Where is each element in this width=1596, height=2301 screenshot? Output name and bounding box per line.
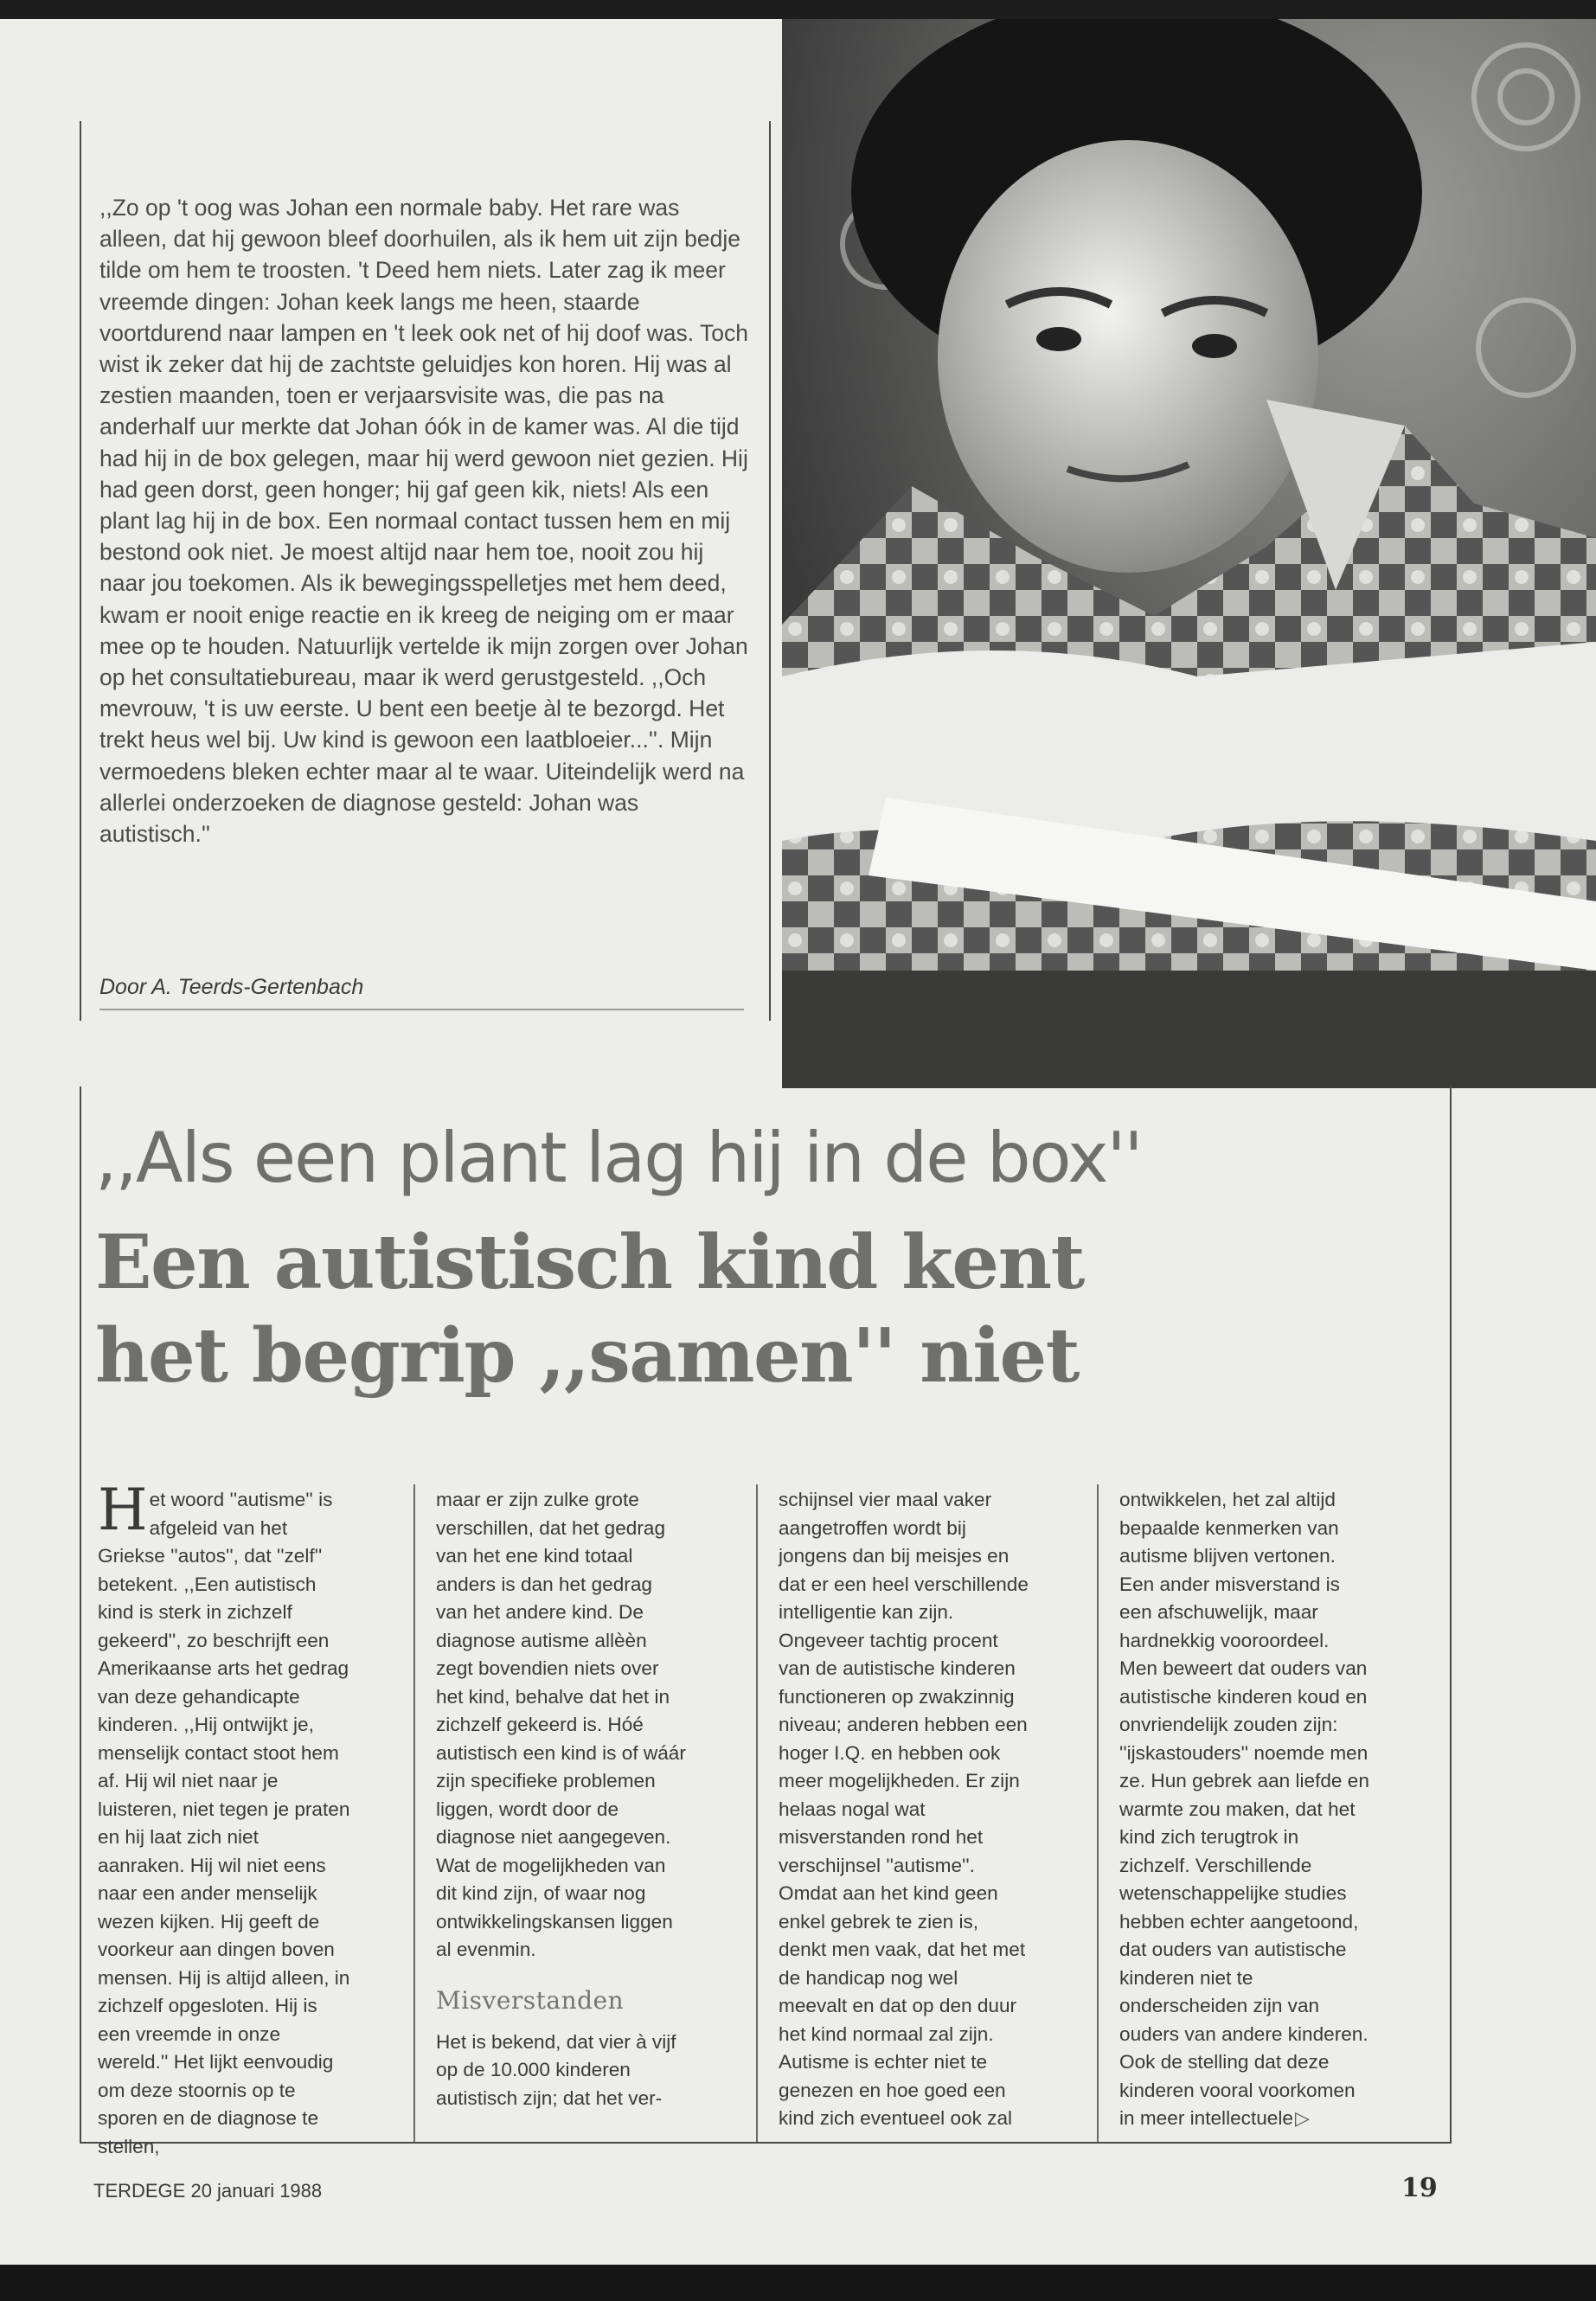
photo-illustration [782,19,1596,1088]
article-column-2 [436,1486,689,2112]
headline-quote: ,,Als een plant lag hij in de box'' [95,1118,1142,1198]
column-3-text: schijnsel vier maal vaker aangetroffen wordt bij jongens dan bij meisjes en dat er een heel verschillende intelligentie kan zijn. Ongeveer tachtig procent van de autistische kinderen functioneren op zwakzinnig niveau; anderen hebben een hoger I.Q. en hebben ook meer mogelijkheden. Er zijn helaas nogal wat misverstanden rond het verschijnsel ''autisme''. Omdat aan het kind geen enkel gebrek te zien is, denkt men vaak, dat het met de handicap nog wel meevalt en dat op den duur het kind normaal zal zijn. Autisme is echter niet te genezen en hoe goed een kind zich eventueel ook zal [779,1489,1029,2129]
column-2-text-continued: Het is bekend, dat vier à vijf op de 10.000 kinderen autistisch zijn; dat het ver- [436,2030,676,2109]
column-divider-1 [413,1484,415,2142]
frame-left-rule [80,1086,81,2142]
dropcap: H [98,1477,148,1543]
column-divider-2 [756,1484,758,2142]
column-2-text: maar er zijn zulke grote verschillen, dat het gedrag van het ene kind totaal anders is dan het gedrag van het andere kind. De diagnose autisme allèèn zegt bovendien niets over het kind, behalve dat het in zichzelf gekeerd is. Hóé autistisch een kind is of wáár zijn specifieke problemen liggen, wordt door de diagnose niet aangegeven. Wat de mogelijkheden van dit kind zijn, of waar nog ontwikkelingskansen liggen al evenmin. [436,1489,686,1960]
footer-publication: TERDEGE 20 januari 1988 [93,2180,323,2202]
headline-main-line-2: het begrip ,,samen'' niet [95,1312,1079,1400]
page-number: 19 [1401,2173,1438,2203]
headline-main [95,1216,1084,1403]
article-column-4 [1119,1486,1372,2133]
column-1-text: et woord ''autisme'' is afgeleid van het Griekse ''autos'', dat ''zelf'' betekent. ,,Een autistisch kind is sterk in zichzelf gekeerd'', zo beschrijft een Amerikaanse arts het gedrag van deze gehandicapte kinderen. ,,Hij ontwijkt je, menselijk contact stoot hem af. Hij wil niet naar je luisteren, niet tegen je praten en hij laat zich niet aanraken. Hij wil niet eens naar een ander menselijk wezen kijken. Hij geeft de voorkeur aan dingen boven mensen. Hij is altijd alleen, in zichzelf opgesloten. Hij is een vreemde in onze wereld.'' Het lijkt eenvoudig om deze stoornis op te sporen en de diagnose te stellen, [98,1489,350,2157]
article-column-3 [779,1486,1031,2133]
byline-divider [99,1009,744,1010]
frame-right-rule [1450,1086,1452,2142]
byline: Door A. Teerds-Gertenbach [99,975,364,999]
subheading-misverstanden: Misverstanden [436,1985,625,2015]
article-column-1 [98,1477,350,2161]
intro-quote: ,,Zo op 't oog was Johan een normale baby. Het rare was alleen, dat hij gewoon bleef doorhuilen, als ik hem uit zijn bedje tilde om hem te troosten. 't Deed hem niets. Later zag ik meer vreemde dingen: Johan keek langs me heen, staarde voortdurend naar lampen en 't leek ook net of hij doof was. Toch wist ik zeker dat hij de zachtste geluidjes kon horen. Hij was al zestien maanden, toen er verjaarsvisite was, die pas na anderhalf uur merkte dat Johan óók in de kamer was. Al die tijd had hij in de box gelegen, maar hij werd gewoon niet gezien. Hij had geen dorst, geen honger; hij gaf geen kik, niets! Als een plant lag hij in de box. Een normaal contact tussen hem en mij bestond ook niet. Je moest altijd naar hem toe, nooit zou hij naar jou toekomen. Als ik bewegingsspelletjes met hem deed, kwam er nooit enige reactie en ik kreeg de neiging om er maar mee op te houden. Natuurlijk vertelde ik mijn zorgen over Johan op het consultatiebureau, maar ik werd gerustgesteld. ,,Och mevrouw, 't is uw eerste. U bent een beetje àl te bezorgd. Het trekt heus wel bij. Uw kind is gewoon een laatbloeier...''. Mijn vermoedens bleken echter maar al te waar. Uiteindelijk werd na allerlei onderzoeken de diagnose gesteld: Johan was autistisch.'' [99,195,748,848]
top-rule [0,0,1596,19]
photo-boy [782,19,1596,1088]
bottom-rule [0,2265,1596,2301]
continue-arrow-icon: ▷ [1294,2107,1310,2129]
headline-main-line-1: Een autistisch kind kent [95,1219,1084,1306]
column-divider-3 [1097,1484,1099,2142]
column-4-text: ontwikkelen, het zal altijd bepaalde kenmerken van autisme blijven vertonen. Een ander misverstand is een afschuwelijk, maar hardnekkig vooroordeel. Men beweert dat ouders van autistische kinderen koud en onvriendelijk zouden zijn: ''ijskastouders'' noemde men ze. Hun gebrek aan liefde en warmte zou maken, dat het kind zich terugtrok in zichzelf. Verschillende wetenschappelijke studies hebben echter aangetoond, dat ouders van autistische kinderen niet te onderscheiden zijn van ouders van andere kinderen. Ook de stelling dat deze kinderen vooral voorkomen in meer intellectuele [1119,1489,1369,2129]
